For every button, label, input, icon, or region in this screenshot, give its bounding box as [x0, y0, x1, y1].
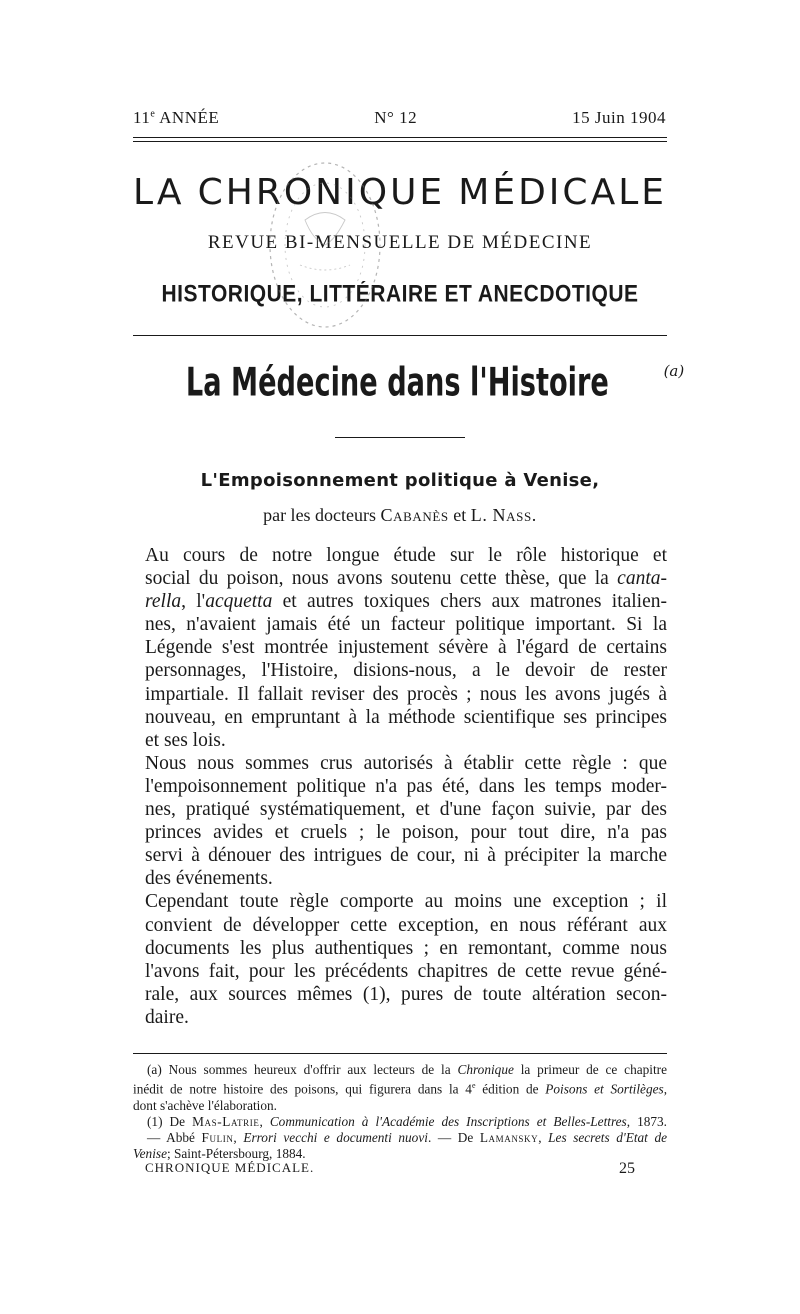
- article-body: [145, 544, 667, 1029]
- header-rule-bottom: [133, 141, 667, 142]
- section-title-text: La Médecine dans l'Histoire: [185, 360, 609, 406]
- issue-number: N° 12: [374, 108, 418, 127]
- journal-title-word: LA: [133, 172, 185, 213]
- issue-date: 15 Juin 1904: [572, 108, 666, 127]
- journal-subtitle-2: HISTORIQUE, LITTÉRAIRE ET ANECDOTIQUE: [161, 281, 639, 308]
- issue-header: [133, 108, 666, 128]
- page-footer: [145, 1160, 635, 1178]
- footnote-line: dont s'achève l'élaboration.: [133, 1097, 277, 1113]
- footnote-line: (a) Nous sommes heureux d'offrir aux lecteurs de la Chronique la primeur de ce chapitre: [147, 1062, 668, 1077]
- body-line: servi à dénouer des intrigues de cour, ni à précipiter la marche: [145, 845, 667, 867]
- section-rule: [335, 437, 465, 438]
- body-line: Au cours de notre longue étude sur le rôle historique et: [145, 545, 667, 566]
- journal-title: [133, 172, 667, 213]
- body-line: social du poison, nous avons soutenu cette thèse, que la canta-: [145, 568, 667, 590]
- body-line: Cependant toute règle comporte au moins une exception ; il: [145, 891, 667, 913]
- footnote-line: (1) De Mas-Latrie, Communication à l'Académie des Inscriptions et Belles-Lettres, 1873.: [147, 1114, 667, 1130]
- body-line: rale, aux sources mêmes (1), pures de toute altération secon-: [145, 983, 667, 1005]
- footnote-line: Venise; Saint-Pétersbourg, 1884.: [133, 1146, 306, 1162]
- footnotes: [133, 1062, 667, 1163]
- journal-subtitle: REVUE BI-MENSUELLE DE MÉDECINE: [207, 232, 593, 253]
- body-line: rella, l'acquetta et autres toxiques chers aux matrones italien-: [145, 591, 667, 613]
- footnote-line: inédit de notre histoire des poisons, qui figurera dans la 4e édition de Poisons et Sortilèges,: [133, 1081, 668, 1097]
- body-line: et ses lois.: [145, 729, 226, 751]
- body-line: des événements.: [145, 868, 273, 890]
- section-title: [133, 360, 685, 406]
- body-line: nouveau, en empruntant à la méthode scientifique ses principes: [145, 706, 667, 728]
- author-name: Cabanès: [380, 505, 449, 525]
- body-line: Légende s'est montrée injustement sévère à l'égard de certains: [145, 637, 667, 659]
- body-line: personnages, l'Histoire, disions-nous, a le devoir de rester: [145, 660, 667, 682]
- article-authors: par les docteurs Cabanès et L. Nass.: [263, 505, 537, 525]
- footnote-rule: [133, 1053, 667, 1054]
- year-label: 11e ANNÉE: [133, 108, 220, 127]
- masthead-rule: [133, 335, 667, 336]
- body-line: l'avons fait, pour les précédents chapitres de cette revue géné-: [145, 960, 667, 982]
- header-rule-top: [133, 137, 667, 138]
- body-line: l'empoisonnement politique n'a pas été, dans les temps moder-: [145, 775, 667, 797]
- body-line: documents les plus authentiques ; en remontant, comme nous: [145, 937, 667, 959]
- running-footer: CHRONIQUE MÉDICALE.: [145, 1160, 315, 1175]
- article-title: L'Empoisonnement politique à Venise,: [200, 470, 600, 491]
- body-line: convient de développer cette exception, en nous référant aux: [145, 914, 667, 936]
- footnote-mark: (a): [663, 362, 685, 380]
- body-line: impartiale. Il fallait reviser des procès ; nous les avons jugés à: [145, 683, 667, 705]
- body-line: Nous nous sommes crus autorisés à établir cette règle : que: [145, 752, 667, 774]
- body-line: nes, pratiqué systématiquement, et d'une façon suivie, par des: [145, 799, 667, 821]
- journal-title-word: MÉDICALE: [458, 172, 667, 213]
- body-line: nes, n'avaient jamais été un facteur politique important. Si la: [145, 614, 667, 636]
- author-name: L. Nass.: [470, 505, 537, 525]
- page-number: 25: [619, 1160, 635, 1177]
- body-line: daire.: [145, 1006, 189, 1028]
- journal-title-word: CHRONIQUE: [197, 172, 446, 213]
- footnote-line: — Abbé Fulin, Errori vecchi e documenti nuovi. — De Lamansky, Les secrets d'Etat de: [147, 1130, 667, 1146]
- body-line: princes avides et cruels ; le poison, pour tout dire, n'a pas: [145, 822, 667, 844]
